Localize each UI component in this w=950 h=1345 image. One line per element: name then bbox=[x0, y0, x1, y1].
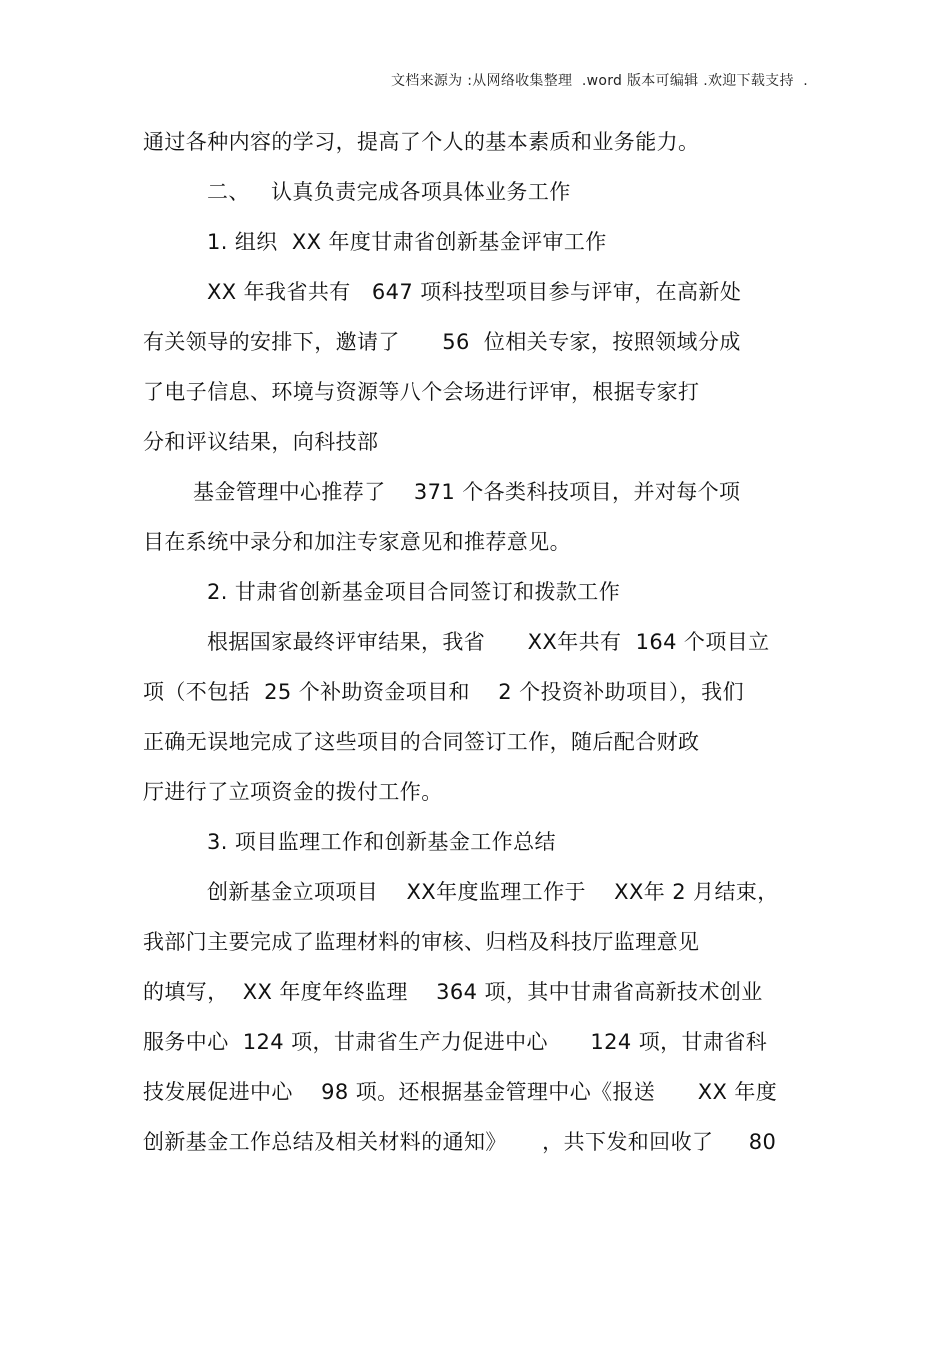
page-header-source-note: 文档来源为 :从网络收集整理 .word 版本可编辑 .欢迎下载支持 . bbox=[390, 73, 808, 89]
section-heading-2: 二、 认真负责完成各项具体业务工作 bbox=[207, 180, 571, 204]
text-line-18: 的填写， XX 年度年终监理 364 项，其中甘肃省高新技术创业 bbox=[143, 980, 763, 1004]
text-line-13: 正确无误地完成了这些项目的合同签订工作，随后配合财政 bbox=[143, 730, 700, 754]
text-line-11: 根据国家最终评审结果，我省 XX年共有 164 个项目立 bbox=[207, 630, 770, 654]
subsection-heading-1: 1. 组织 XX 年度甘肃省创新基金评审工作 bbox=[207, 230, 607, 254]
subsection-heading-3: 3. 项目监理工作和创新基金工作总结 bbox=[207, 830, 556, 854]
text-line-8: 基金管理中心推荐了 371 个各类科技项目，并对每个项 bbox=[193, 480, 741, 504]
text-line-5: 有关领导的安排下，邀请了 56 位相关专家，按照领域分成 bbox=[143, 330, 741, 354]
text-line-17: 我部门主要完成了监理材料的审核、归档及科技厅监理意见 bbox=[143, 930, 700, 954]
text-line-21: 创新基金工作总结及相关材料的通知》 ，共下发和回收了 80 bbox=[143, 1130, 777, 1154]
text-line-4: XX 年我省共有 647 项科技型项目参与评审，在高新处 bbox=[207, 280, 742, 304]
text-line-1: 通过各种内容的学习，提高了个人的基本素质和业务能力。 bbox=[143, 130, 700, 154]
text-line-12: 项（不包括 25 个补助资金项目和 2 个投资补助项目），我们 bbox=[143, 680, 744, 704]
text-line-19: 服务中心 124 项，甘肃省生产力促进中心 124 项，甘肃省科 bbox=[143, 1030, 768, 1054]
text-line-6: 了电子信息、环境与资源等八个会场进行评审，根据专家打 bbox=[143, 380, 700, 404]
text-line-20: 技发展促进中心 98 项。还根据基金管理中心《报送 XX 年度 bbox=[143, 1080, 778, 1104]
subsection-heading-2: 2. 甘肃省创新基金项目合同签订和拨款工作 bbox=[207, 580, 621, 604]
text-line-9: 目在系统中录分和加注专家意见和推荐意见。 bbox=[143, 530, 571, 554]
text-line-7: 分和评议结果，向科技部 bbox=[143, 430, 379, 454]
text-line-16: 创新基金立项项目 XX年度监理工作于 XX年 2 月结束， bbox=[207, 880, 779, 904]
text-line-14: 厅进行了立项资金的拨付工作。 bbox=[143, 780, 443, 804]
